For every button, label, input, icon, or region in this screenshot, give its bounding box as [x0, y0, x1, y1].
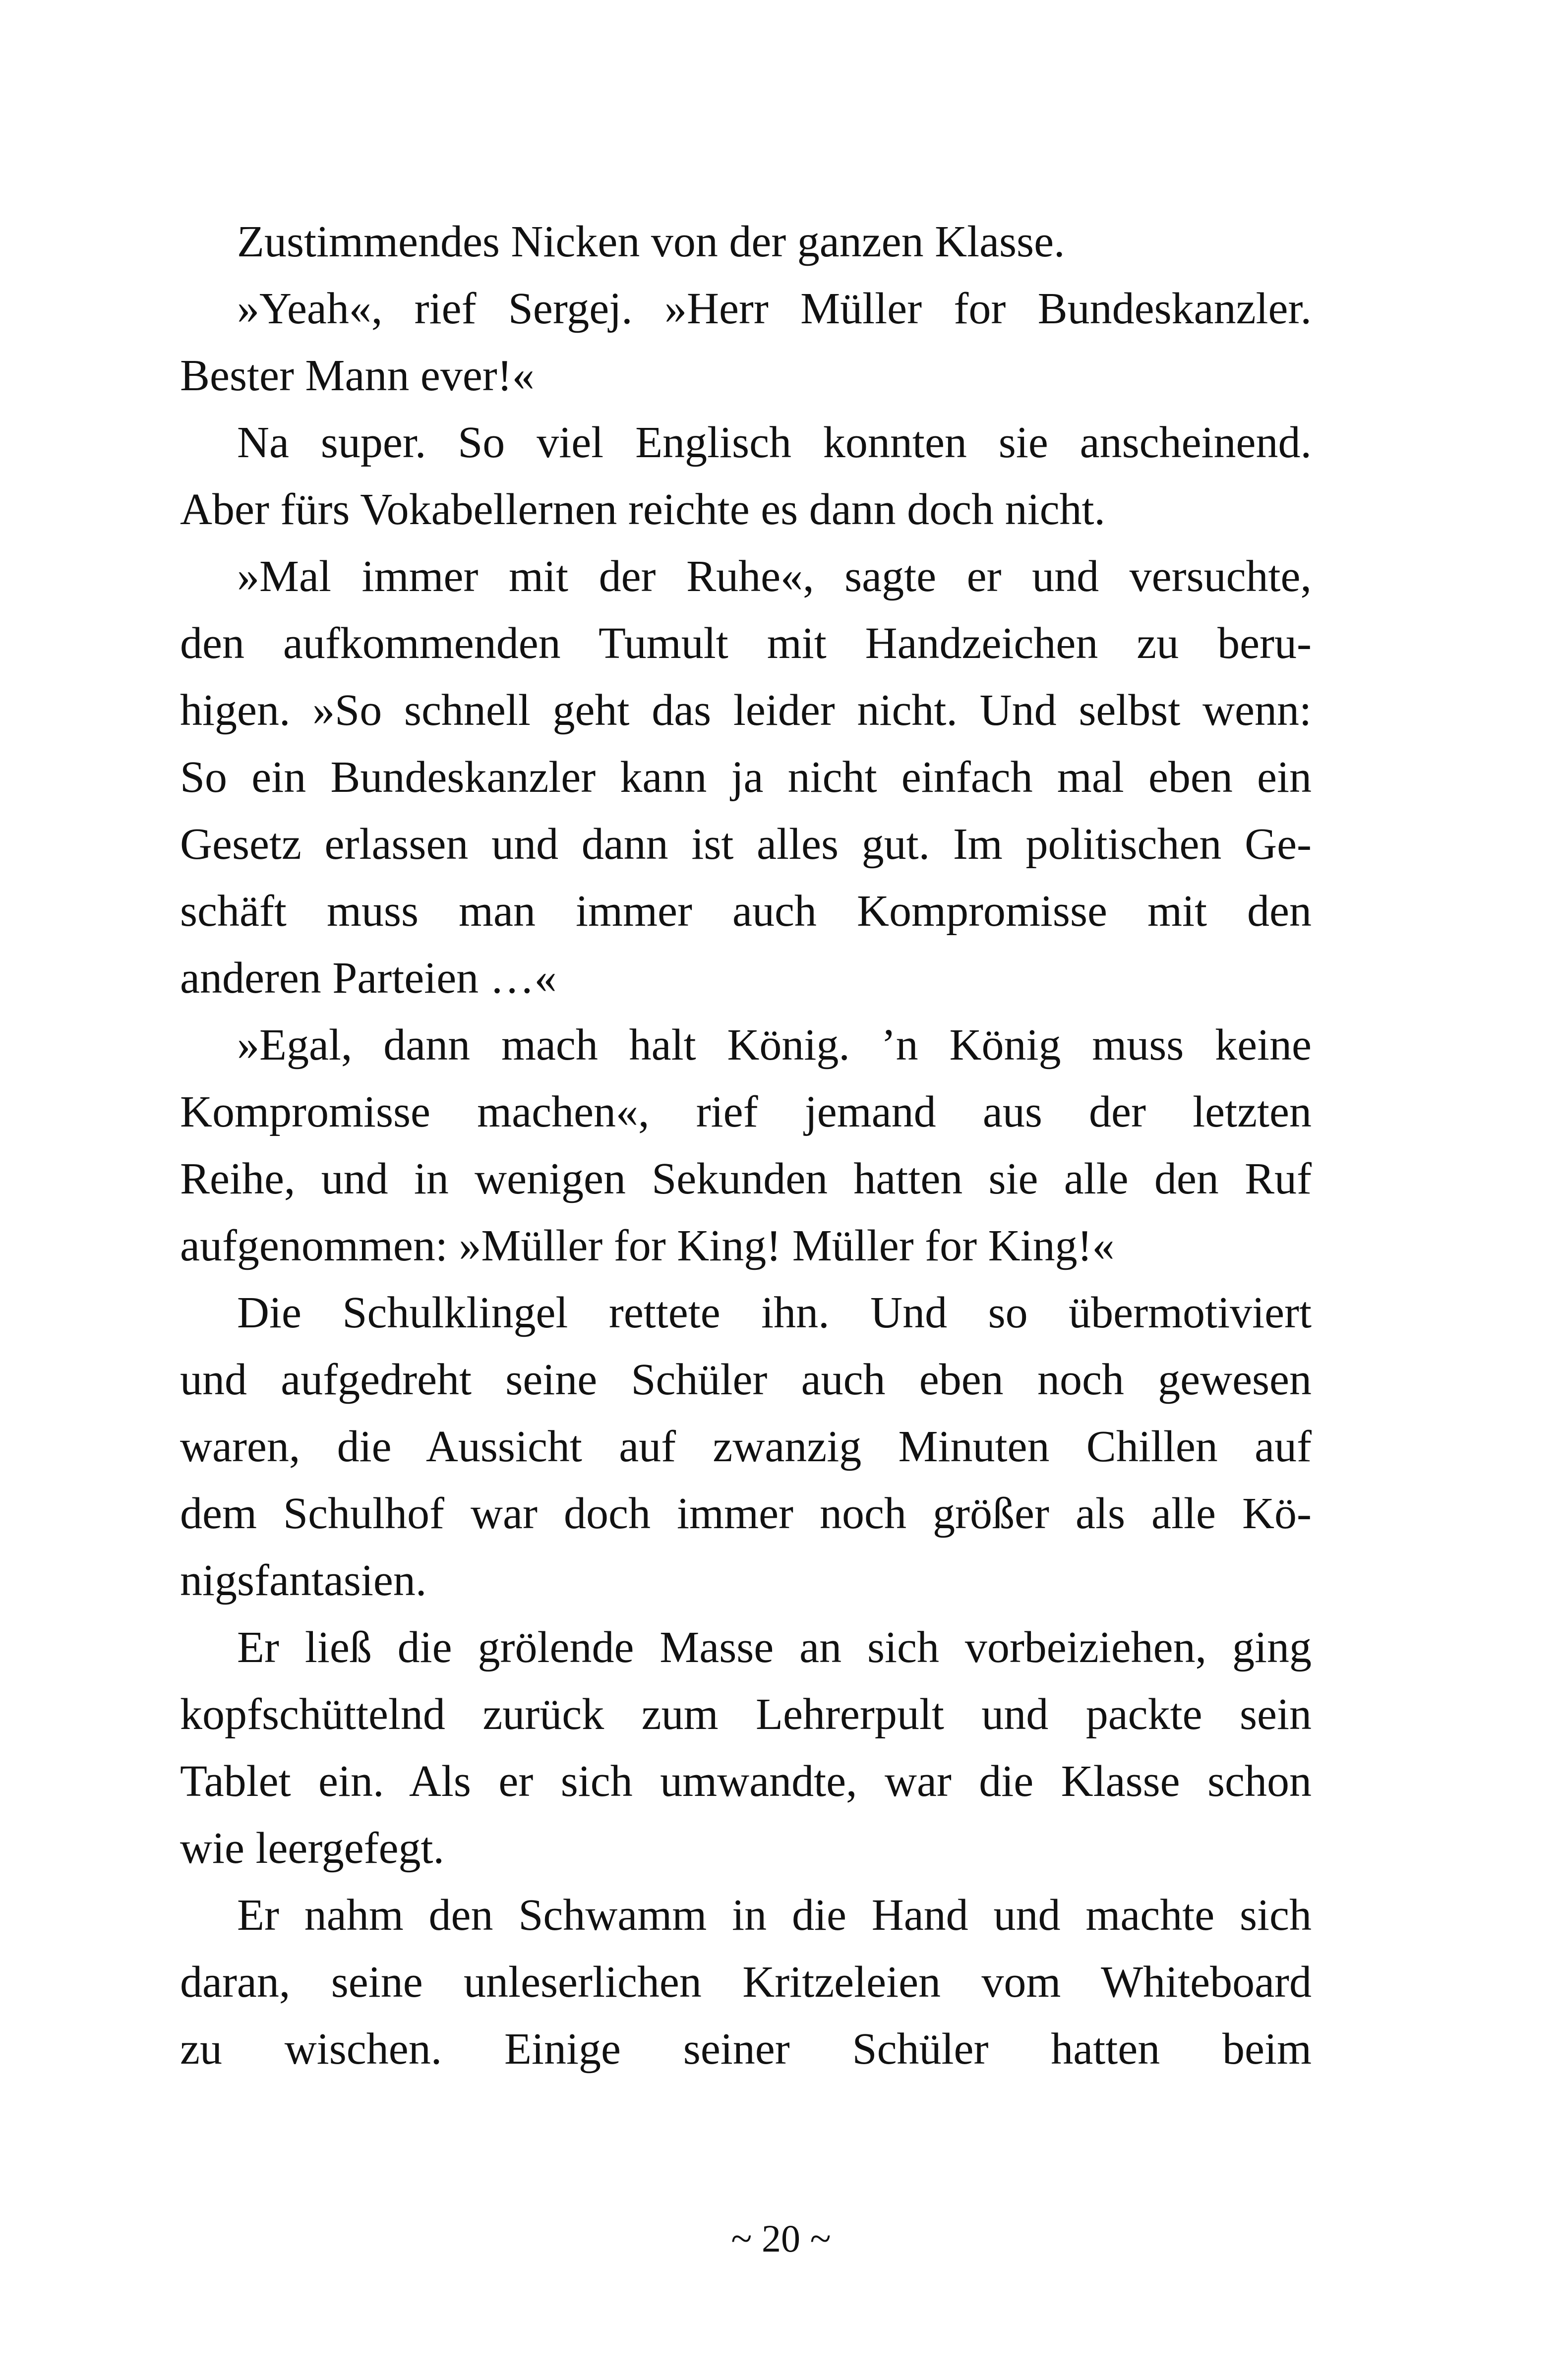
text-line: den aufkommenden Tumult mit Handzeichen zu beru- — [180, 619, 1312, 668]
text-line: aufgenommen: »Müller for King! Müller for King!« — [180, 1221, 1115, 1270]
text-line: Die Schulklingel rettete ihn. Und so übermotiviert — [237, 1288, 1312, 1337]
text-line: zu wischen. Einige seiner Schüler hatten beim — [180, 2024, 1312, 2074]
text-line: Aber fürs Vokabellernen reichte es dann doch nicht. — [180, 485, 1106, 534]
text-line: So ein Bundeskanzler kann ja nicht einfach mal eben ein — [180, 753, 1312, 802]
text-line: »Egal, dann mach halt König. ’n König muss keine — [237, 1020, 1312, 1070]
text-line: Er ließ die grölende Masse an sich vorbeiziehen, ging — [237, 1623, 1312, 1672]
text-line: kopfschüttelnd zurück zum Lehrerpult und packte sein — [180, 1690, 1312, 1739]
text-line: Bester Mann ever!« — [180, 351, 535, 400]
text-line: daran, seine unleserlichen Kritzeleien vom Whiteboard — [180, 1958, 1312, 2007]
text-line: schäft muss man immer auch Kompromisse mit den — [180, 887, 1312, 936]
text-line: und aufgedreht seine Schüler auch eben noch gewesen — [180, 1355, 1312, 1404]
text-line: wie leergefegt. — [180, 1824, 445, 1873]
text-line: dem Schulhof war doch immer noch größer als alle Kö- — [180, 1489, 1312, 1538]
text-line: Zustimmendes Nicken von der ganzen Klasse. — [237, 217, 1065, 266]
text-line: »Yeah«, rief Sergej. »Herr Müller for Bundeskanzler. — [237, 284, 1312, 333]
page-number: ~ 20 ~ — [731, 2217, 831, 2260]
text-line: waren, die Aussicht auf zwanzig Minuten Chillen auf — [180, 1422, 1312, 1471]
text-line: Kompromisse machen«, rief jemand aus der letzten — [180, 1087, 1312, 1136]
text-line: Tablet ein. Als er sich umwandte, war die Klasse schon — [180, 1757, 1312, 1806]
text-line: Er nahm den Schwamm in die Hand und machte sich — [237, 1891, 1312, 1940]
text-line: higen. »So schnell geht das leider nicht. Und selbst wenn: — [180, 686, 1312, 735]
text-line: Na super. So viel Englisch konnten sie anscheinend. — [237, 418, 1312, 467]
text-line: Gesetz erlassen und dann ist alles gut. Im politischen Ge- — [180, 820, 1312, 869]
text-line: anderen Parteien …« — [180, 953, 557, 1003]
text-line: »Mal immer mit der Ruhe«, sagte er und versuchte, — [237, 552, 1312, 601]
text-line: Reihe, und in wenigen Sekunden hatten sie alle den Ruf — [180, 1154, 1312, 1203]
text-line: nigsfantasien. — [180, 1556, 427, 1605]
